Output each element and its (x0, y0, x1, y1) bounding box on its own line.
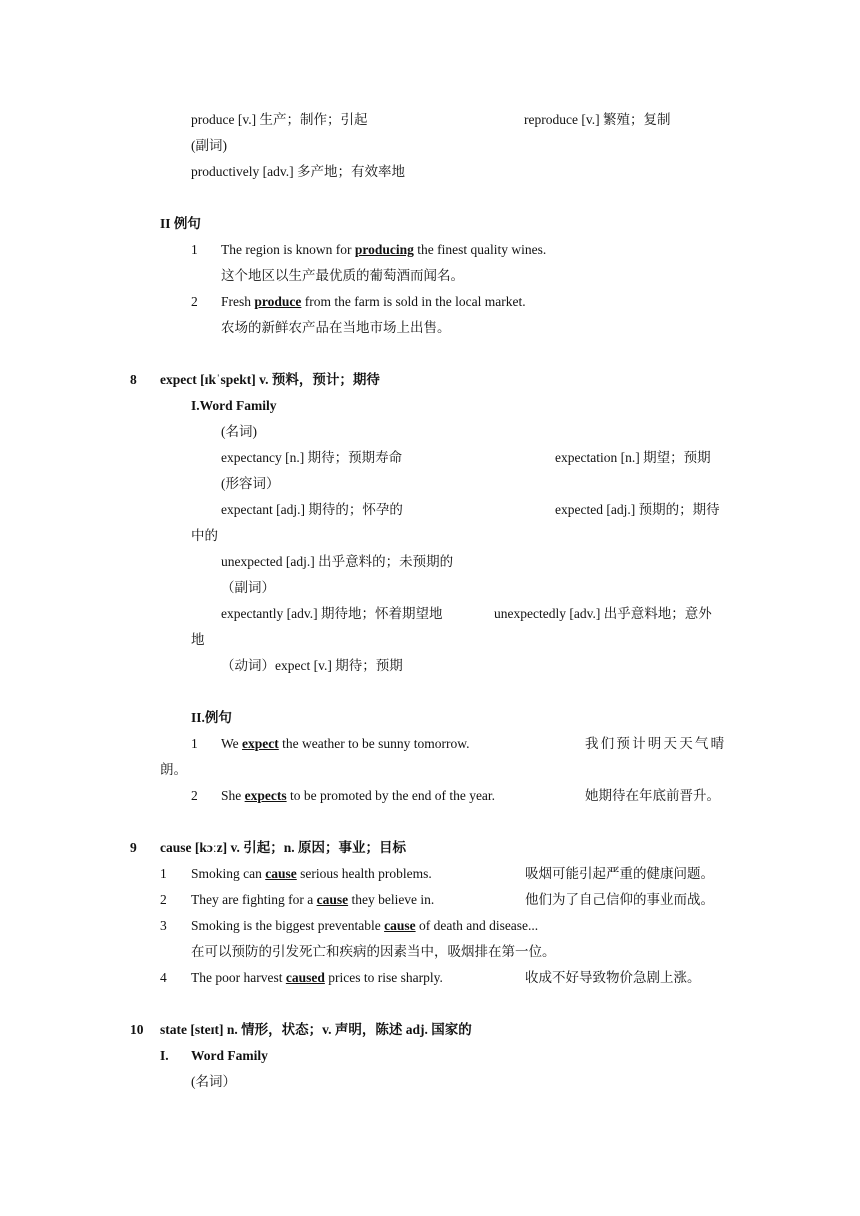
sentence-text: They are fighting for a (191, 892, 317, 907)
productively-entry: productively [adv.] 多产地；有效率地 (191, 164, 405, 179)
sentence-text: the weather to be sunny tomorrow. (278, 736, 470, 751)
entry-number: 8 (130, 372, 137, 387)
highlighted-keyword: cause (316, 892, 349, 907)
entry-number: 10 (130, 1022, 144, 1037)
unexpectedly-entry: unexpectedly [adv.] 出乎意料地；意外 (494, 606, 712, 621)
expected-entry: expected [adj.] 预期的；期待 (555, 502, 720, 517)
example-sentence (221, 293, 526, 311)
example-sentence (191, 969, 443, 987)
highlighted-keyword: expect (242, 736, 279, 751)
example-number: 1 (191, 736, 198, 751)
sentence-text: We (221, 736, 243, 751)
example-translation: 吸烟可能引起严重的健康问题。 (525, 866, 714, 881)
unexpected-entry: unexpected [adj.] 出乎意料的；未预期的 (221, 554, 454, 569)
expectation-entry: expectation [n.] 期望；预期 (555, 450, 711, 465)
example-translation: 农场的新鲜农产品在当地市场上出售。 (221, 320, 451, 335)
example-sentence (221, 241, 546, 259)
highlighted-keyword: cause (384, 918, 416, 933)
sentence-text: Smoking is the biggest preventable (191, 918, 385, 933)
highlighted-keyword: caused (285, 970, 325, 985)
example-translation: 这个地区以生产最优质的葡萄酒而闻名。 (221, 268, 464, 283)
example-translation-wrap: 朗。 (160, 762, 187, 777)
expect-headword: expect [ɪkˈspekt] v. 预料，预计；期待 (160, 372, 380, 387)
produce-examples-heading: II 例句 (160, 216, 201, 231)
example-sentence (221, 735, 469, 753)
noun-heading: (名词) (221, 424, 257, 439)
section-number: I. (160, 1048, 169, 1063)
sentence-text: serious health problems. (296, 866, 432, 881)
adjective-heading: (形容词） (221, 476, 280, 491)
sentence-text: prices to rise sharply. (324, 970, 443, 985)
sentence-text: of death and disease... (415, 918, 539, 933)
verb-entry: （动词）expect [v.] 期待；预期 (221, 658, 403, 673)
expectantly-entry: expectantly [adv.] 期待地；怀着期望地 (221, 606, 443, 621)
expected-entry-wrap: 中的 (191, 528, 218, 543)
example-translation: 他们为了自己信仰的事业而战。 (525, 892, 714, 907)
example-translation: 收成不好导致物价急剧上涨。 (525, 970, 701, 985)
highlighted-keyword: expects (244, 788, 287, 803)
highlighted-keyword: produce (254, 294, 302, 309)
highlighted-keyword: cause (265, 866, 297, 881)
example-translation: 在可以预防的引发死亡和疾病的因素当中，吸烟排在第一位。 (191, 944, 556, 959)
example-sentence (191, 865, 432, 883)
unexpectedly-entry-wrap: 地 (191, 632, 205, 647)
highlighted-keyword: producing (354, 242, 414, 257)
example-number: 3 (160, 918, 167, 933)
cause-headword: cause [kɔːz] v. 引起；n. 原因；事业；目标 (160, 840, 406, 855)
example-sentence (221, 787, 495, 805)
word-family-heading: Word Family (191, 1048, 268, 1063)
example-translation: 她期待在年底前晋升。 (585, 788, 720, 803)
entry-number: 9 (130, 840, 137, 855)
example-number: 1 (191, 242, 198, 257)
sentence-text: the finest quality wines. (413, 242, 547, 257)
sentence-text: Fresh (221, 294, 255, 309)
expectancy-entry: expectancy [n.] 期待；预期寿命 (221, 450, 403, 465)
example-number: 1 (160, 866, 167, 881)
sentence-text: The region is known for (221, 242, 355, 257)
noun-heading: (名词） (191, 1074, 236, 1089)
sentence-text: She (221, 788, 245, 803)
sentence-text: they believe in. (348, 892, 435, 907)
example-number: 2 (160, 892, 167, 907)
example-number: 2 (191, 294, 198, 309)
example-translation: 我们预计明天天气晴 (585, 736, 727, 751)
word-family-heading: I.Word Family (191, 398, 277, 413)
example-number: 2 (191, 788, 198, 803)
expect-examples-heading: II.例句 (191, 710, 232, 725)
adverb-heading: （副词） (221, 580, 275, 595)
reproduce-entry: reproduce [v.] 繁殖；复制 (524, 112, 671, 127)
sentence-text: to be promoted by the end of the year. (286, 788, 496, 803)
produce-verb-entry: produce [v.] 生产；制作；引起 (191, 112, 368, 127)
sentence-text: The poor harvest (191, 970, 286, 985)
example-sentence (191, 891, 434, 909)
state-headword: state [steɪt] n. 情形，状态；v. 声明，陈述 adj. 国家的 (160, 1022, 472, 1037)
expectant-entry: expectant [adj.] 期待的；怀孕的 (221, 502, 403, 517)
sentence-text: from the farm is sold in the local market. (301, 294, 526, 309)
sentence-text: Smoking can (191, 866, 266, 881)
example-sentence (191, 917, 538, 935)
adverb-heading: (副词) (191, 138, 227, 153)
example-number: 4 (160, 970, 167, 985)
